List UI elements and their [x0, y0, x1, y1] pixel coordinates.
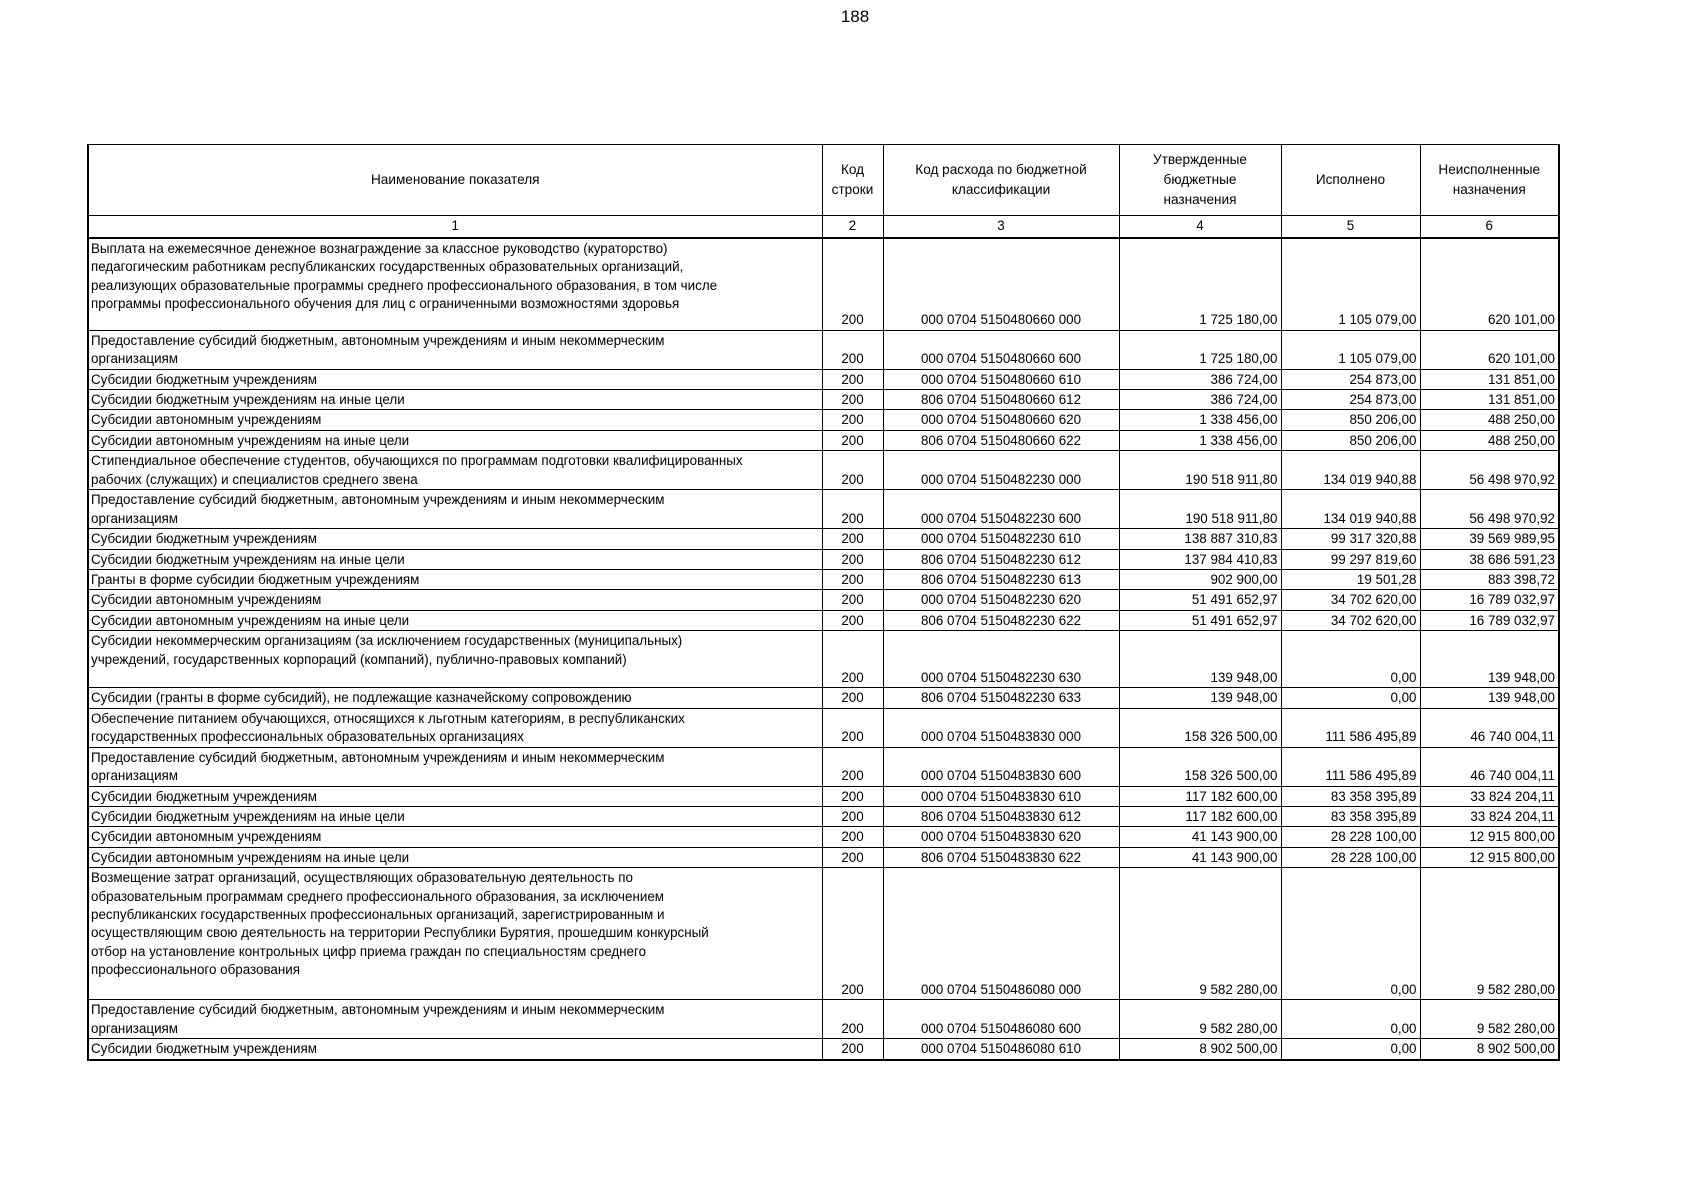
row-budget-code: 000 0704 5150482230 000 — [883, 451, 1119, 490]
row-approved: 190 518 911,80 — [1119, 451, 1281, 490]
row-approved: 117 182 600,00 — [1119, 806, 1281, 826]
table-row — [88, 590, 1559, 610]
row-name: Субсидии бюджетным учреждениям — [88, 786, 822, 806]
column-number-row — [88, 216, 1559, 239]
row-executed: 134 019 940,88 — [1281, 451, 1420, 490]
row-budget-code: 000 0704 5150482230 600 — [883, 490, 1119, 529]
table-row — [88, 708, 1559, 747]
row-budget-code: 000 0704 5150480660 610 — [883, 369, 1119, 389]
row-name: Субсидии бюджетным учреждениям — [88, 529, 822, 549]
row-executed: 850 206,00 — [1281, 430, 1420, 450]
row-budget-code: 806 0704 5150480660 622 — [883, 430, 1119, 450]
row-approved: 41 143 900,00 — [1119, 827, 1281, 847]
row-unexecuted: 131 851,00 — [1420, 369, 1559, 389]
row-line-code: 200 — [822, 569, 883, 589]
row-budget-code: 806 0704 5150483830 612 — [883, 806, 1119, 826]
row-unexecuted: 9 582 280,00 — [1420, 868, 1559, 1000]
table-row — [88, 238, 1559, 330]
header-unexecuted: Неисполненные назначения — [1420, 145, 1559, 216]
table-row — [88, 827, 1559, 847]
row-line-code: 200 — [822, 1039, 883, 1060]
row-line-code: 200 — [822, 451, 883, 490]
row-name: Предоставление субсидий бюджетным, автономным учреждениям и иным некоммерческим организациям — [88, 747, 822, 786]
row-line-code: 200 — [822, 369, 883, 389]
row-budget-code: 000 0704 5150483830 600 — [883, 747, 1119, 786]
row-approved: 1 725 180,00 — [1119, 330, 1281, 369]
row-unexecuted: 46 740 004,11 — [1420, 708, 1559, 747]
row-budget-code: 000 0704 5150480660 620 — [883, 410, 1119, 430]
row-unexecuted: 139 948,00 — [1420, 688, 1559, 708]
row-executed: 34 702 620,00 — [1281, 610, 1420, 630]
row-line-code: 200 — [822, 868, 883, 1000]
row-executed: 0,00 — [1281, 1000, 1420, 1039]
row-approved: 41 143 900,00 — [1119, 847, 1281, 867]
row-approved: 190 518 911,80 — [1119, 490, 1281, 529]
row-approved: 1 338 456,00 — [1119, 410, 1281, 430]
row-budget-code: 000 0704 5150483830 610 — [883, 786, 1119, 806]
row-unexecuted: 883 398,72 — [1420, 569, 1559, 589]
row-executed: 134 019 940,88 — [1281, 490, 1420, 529]
row-name: Выплата на ежемесячное денежное вознаграждение за классное руководство (кураторство) педагогическим работникам республиканских государственных образовательных организаций, реализующих образовательные программы среднего профессионального образования, в том числе программы профессионального обучения для лиц с ограниченными возможностями здоровья — [88, 238, 822, 330]
row-line-code: 200 — [822, 806, 883, 826]
row-line-code: 200 — [822, 238, 883, 330]
column-number: 5 — [1281, 216, 1420, 239]
row-line-code: 200 — [822, 430, 883, 450]
row-line-code: 200 — [822, 1000, 883, 1039]
row-name: Гранты в форме субсидии бюджетным учреждениям — [88, 569, 822, 589]
row-budget-code: 000 0704 5150482230 630 — [883, 631, 1119, 688]
row-approved: 386 724,00 — [1119, 389, 1281, 409]
header-line-code: Код строки — [822, 145, 883, 216]
row-budget-code: 806 0704 5150482230 613 — [883, 569, 1119, 589]
row-unexecuted: 46 740 004,11 — [1420, 747, 1559, 786]
table-row — [88, 369, 1559, 389]
row-approved: 8 902 500,00 — [1119, 1039, 1281, 1060]
row-unexecuted: 131 851,00 — [1420, 389, 1559, 409]
row-executed: 28 228 100,00 — [1281, 847, 1420, 867]
column-number: 2 — [822, 216, 883, 239]
row-executed: 1 105 079,00 — [1281, 238, 1420, 330]
row-approved: 138 887 310,83 — [1119, 529, 1281, 549]
row-executed: 0,00 — [1281, 631, 1420, 688]
row-line-code: 200 — [822, 847, 883, 867]
page-number: 188 — [840, 7, 870, 26]
row-approved: 902 900,00 — [1119, 569, 1281, 589]
table-header-row — [88, 145, 1559, 216]
row-name: Субсидии бюджетным учреждениям на иные цели — [88, 389, 822, 409]
table-row — [88, 786, 1559, 806]
row-approved: 1 725 180,00 — [1119, 238, 1281, 330]
row-line-code: 200 — [822, 529, 883, 549]
row-budget-code: 000 0704 5150483830 620 — [883, 827, 1119, 847]
row-name: Предоставление субсидий бюджетным, автономным учреждениям и иным некоммерческим организациям — [88, 1000, 822, 1039]
table-row — [88, 529, 1559, 549]
row-budget-code: 806 0704 5150482230 633 — [883, 688, 1119, 708]
table-row — [88, 688, 1559, 708]
row-unexecuted: 620 101,00 — [1420, 330, 1559, 369]
row-budget-code: 806 0704 5150482230 612 — [883, 549, 1119, 569]
header-budget-code: Код расхода по бюджетной классификации — [883, 145, 1119, 216]
table-row — [88, 847, 1559, 867]
row-budget-code: 806 0704 5150482230 622 — [883, 610, 1119, 630]
row-line-code: 200 — [822, 688, 883, 708]
table-row — [88, 1039, 1559, 1060]
row-unexecuted: 8 902 500,00 — [1420, 1039, 1559, 1060]
row-approved: 51 491 652,97 — [1119, 590, 1281, 610]
column-number: 3 — [883, 216, 1119, 239]
table-row — [88, 631, 1559, 688]
table-row — [88, 747, 1559, 786]
row-executed: 99 317 320,88 — [1281, 529, 1420, 549]
row-executed: 19 501,28 — [1281, 569, 1420, 589]
row-unexecuted: 488 250,00 — [1420, 430, 1559, 450]
row-approved: 137 984 410,83 — [1119, 549, 1281, 569]
row-budget-code: 000 0704 5150486080 600 — [883, 1000, 1119, 1039]
header-executed: Исполнено — [1281, 145, 1420, 216]
table-row — [88, 806, 1559, 826]
column-number: 6 — [1420, 216, 1559, 239]
row-unexecuted: 12 915 800,00 — [1420, 847, 1559, 867]
row-executed: 111 586 495,89 — [1281, 747, 1420, 786]
row-unexecuted: 16 789 032,97 — [1420, 610, 1559, 630]
row-name: Субсидии некоммерческим организациям (за исключением государственных (муниципальных) учреждений, государственных корпораций (компаний), публично-правовых компаний) — [88, 631, 822, 688]
table-row — [88, 330, 1559, 369]
row-name: Возмещение затрат организаций, осуществляющих образовательную деятельность по образовательным программам среднего профессионального образования, за исключением республиканских государственных профессиональных организаций, зарегистрированным и осуществляющим свою деятельность на территории Республики Бурятия, прошедшим конкурсный отбор на установление контрольных цифр приема граждан по специальностям среднего профессионального образования — [88, 868, 822, 1000]
row-approved: 158 326 500,00 — [1119, 708, 1281, 747]
row-executed: 83 358 395,89 — [1281, 786, 1420, 806]
row-line-code: 200 — [822, 490, 883, 529]
row-executed: 0,00 — [1281, 688, 1420, 708]
row-budget-code: 000 0704 5150480660 600 — [883, 330, 1119, 369]
row-unexecuted: 39 569 989,95 — [1420, 529, 1559, 549]
row-name: Субсидии автономным учреждениям на иные цели — [88, 430, 822, 450]
row-approved: 158 326 500,00 — [1119, 747, 1281, 786]
row-executed: 1 105 079,00 — [1281, 330, 1420, 369]
table-row — [88, 569, 1559, 589]
row-name: Предоставление субсидий бюджетным, автономным учреждениям и иным некоммерческим организациям — [88, 490, 822, 529]
header-approved: Утвержденные бюджетные назначения — [1119, 145, 1281, 216]
row-line-code: 200 — [822, 410, 883, 430]
row-executed: 111 586 495,89 — [1281, 708, 1420, 747]
row-executed: 0,00 — [1281, 868, 1420, 1000]
row-executed: 28 228 100,00 — [1281, 827, 1420, 847]
row-unexecuted: 16 789 032,97 — [1420, 590, 1559, 610]
row-line-code: 200 — [822, 827, 883, 847]
row-unexecuted: 33 824 204,11 — [1420, 786, 1559, 806]
row-name: Субсидии автономным учреждениям — [88, 590, 822, 610]
column-number: 1 — [88, 216, 822, 239]
column-number: 4 — [1119, 216, 1281, 239]
row-name: Стипендиальное обеспечение студентов, обучающихся по программам подготовки квалифицированных рабочих (служащих) и специалистов среднего звена — [88, 451, 822, 490]
table-row — [88, 490, 1559, 529]
row-unexecuted: 488 250,00 — [1420, 410, 1559, 430]
row-executed: 99 297 819,60 — [1281, 549, 1420, 569]
row-unexecuted: 38 686 591,23 — [1420, 549, 1559, 569]
row-approved: 386 724,00 — [1119, 369, 1281, 389]
row-line-code: 200 — [822, 389, 883, 409]
table-row — [88, 410, 1559, 430]
row-name: Субсидии бюджетным учреждениям — [88, 369, 822, 389]
row-budget-code: 806 0704 5150483830 622 — [883, 847, 1119, 867]
row-name: Предоставление субсидий бюджетным, автономным учреждениям и иным некоммерческим организациям — [88, 330, 822, 369]
row-approved: 139 948,00 — [1119, 631, 1281, 688]
table-row — [88, 610, 1559, 630]
budget-execution-table — [87, 144, 1560, 1061]
table-row — [88, 451, 1559, 490]
row-executed: 254 873,00 — [1281, 369, 1420, 389]
row-line-code: 200 — [822, 708, 883, 747]
row-executed: 83 358 395,89 — [1281, 806, 1420, 826]
row-unexecuted: 9 582 280,00 — [1420, 1000, 1559, 1039]
row-name: Субсидии автономным учреждениям на иные цели — [88, 847, 822, 867]
row-name: Субсидии бюджетным учреждениям на иные цели — [88, 549, 822, 569]
row-unexecuted: 33 824 204,11 — [1420, 806, 1559, 826]
row-executed: 0,00 — [1281, 1039, 1420, 1060]
row-approved: 139 948,00 — [1119, 688, 1281, 708]
row-line-code: 200 — [822, 549, 883, 569]
row-line-code: 200 — [822, 330, 883, 369]
row-line-code: 200 — [822, 590, 883, 610]
row-executed: 850 206,00 — [1281, 410, 1420, 430]
row-budget-code: 000 0704 5150482230 620 — [883, 590, 1119, 610]
row-unexecuted: 12 915 800,00 — [1420, 827, 1559, 847]
table-row — [88, 430, 1559, 450]
row-name: Субсидии автономным учреждениям — [88, 410, 822, 430]
row-budget-code: 000 0704 5150486080 610 — [883, 1039, 1119, 1060]
row-approved: 9 582 280,00 — [1119, 1000, 1281, 1039]
row-budget-code: 000 0704 5150480660 000 — [883, 238, 1119, 330]
row-approved: 1 338 456,00 — [1119, 430, 1281, 450]
row-unexecuted: 56 498 970,92 — [1420, 451, 1559, 490]
row-name: Субсидии автономным учреждениям — [88, 827, 822, 847]
table-body — [88, 238, 1559, 1060]
row-budget-code: 806 0704 5150480660 612 — [883, 389, 1119, 409]
row-line-code: 200 — [822, 610, 883, 630]
row-executed: 34 702 620,00 — [1281, 590, 1420, 610]
table-row — [88, 549, 1559, 569]
row-unexecuted: 139 948,00 — [1420, 631, 1559, 688]
row-line-code: 200 — [822, 747, 883, 786]
row-name: Обеспечение питанием обучающихся, относящихся к льготным категориям, в республиканских государственных профессиональных образовательных организациях — [88, 708, 822, 747]
row-unexecuted: 620 101,00 — [1420, 238, 1559, 330]
row-approved: 9 582 280,00 — [1119, 868, 1281, 1000]
row-line-code: 200 — [822, 631, 883, 688]
row-budget-code: 000 0704 5150486080 000 — [883, 868, 1119, 1000]
row-budget-code: 000 0704 5150483830 000 — [883, 708, 1119, 747]
table-row — [88, 1000, 1559, 1039]
row-approved: 117 182 600,00 — [1119, 786, 1281, 806]
row-name: Субсидии (гранты в форме субсидий), не подлежащие казначейскому сопровождению — [88, 688, 822, 708]
row-budget-code: 000 0704 5150482230 610 — [883, 529, 1119, 549]
table-row — [88, 389, 1559, 409]
row-approved: 51 491 652,97 — [1119, 610, 1281, 630]
row-unexecuted: 56 498 970,92 — [1420, 490, 1559, 529]
header-name: Наименование показателя — [88, 145, 822, 216]
row-name: Субсидии бюджетным учреждениям на иные цели — [88, 806, 822, 826]
row-name: Субсидии автономным учреждениям на иные цели — [88, 610, 822, 630]
row-name: Субсидии бюджетным учреждениям — [88, 1039, 822, 1060]
row-line-code: 200 — [822, 786, 883, 806]
row-executed: 254 873,00 — [1281, 389, 1420, 409]
table-row — [88, 868, 1559, 1000]
